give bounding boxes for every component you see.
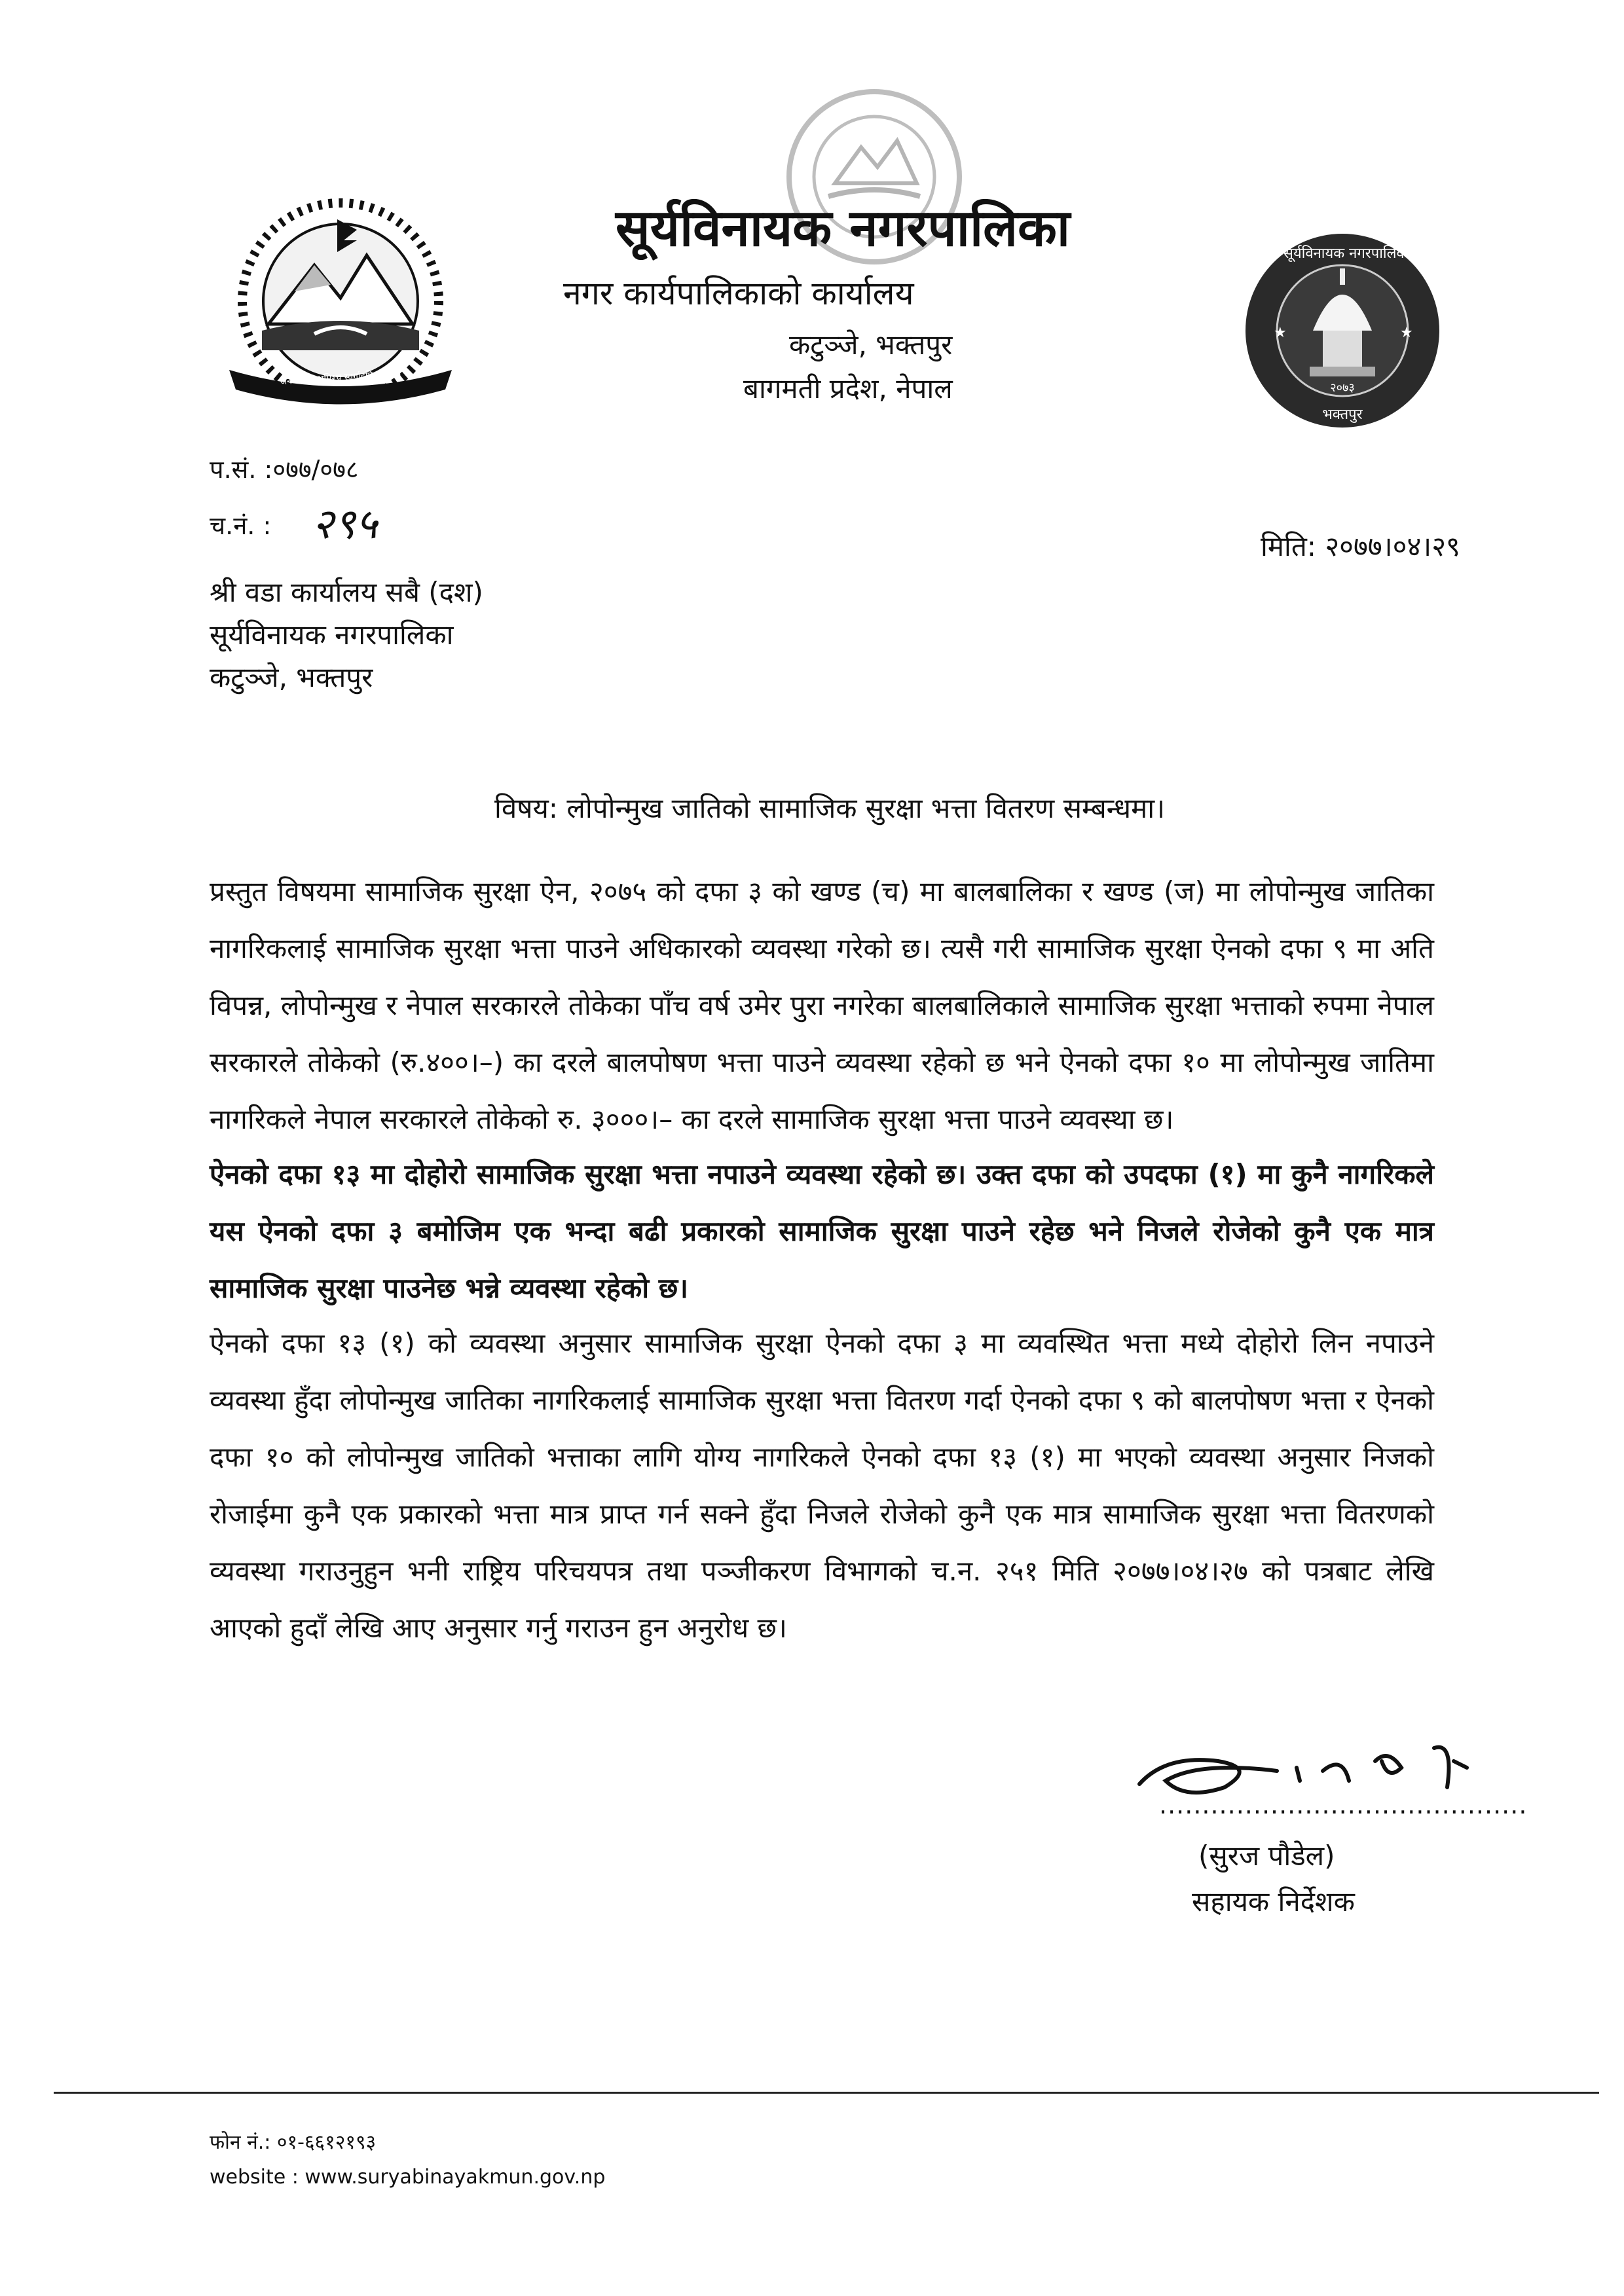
paragraph-1: प्रस्तुत विषयमा सामाजिक सुरक्षा ऐन, २०७५ को दफा ३ को खण्ड (च) मा बालबालिका र खण्ड (ज) मा लोपोन्मुख जातिका नागरिकलाई सामाजिक सुरक्षा भत्ता पाउने अधिकारको व्यवस्था गरेको छ। त्यसै गरी सामाजिक सुरक्षा ऐनको दफा ९ मा अति विपन्न, लोपोन्मुख र नेपाल सरकारले तोकेका पाँच वर्ष उमेर पुरा नगरेका बालबालिकाले सामाजिक सुरक्षा भत्ताको रुपमा नेपाल सरकारले तोकेको (रु.४००।–) का दरले बालपोषण भत्ता पाउने व्यवस्था रहेको छ भने ऐनको दफा १० मा लोपोन्मुख जातिमा नागरिकले नेपाल सरकारले तोकेको रु. ३०००।– का दरले सामाजिक सुरक्षा भत्ता पाउने व्यवस्था छ। <box>210 875 1434 1135</box>
signatory-name: (सुरज पौडेल) <box>1198 1840 1335 1872</box>
seal-bottom-text: भक्तपुर <box>1322 407 1363 423</box>
date-value: २०७७।०४।२९ <box>1325 530 1460 562</box>
letter-date <box>1261 527 1460 564</box>
municipality-seal <box>1244 232 1441 429</box>
letter-subject: विषय: लोपोन्मुख जातिको सामाजिक सुरक्षा भत्ता वितरण सम्बन्धमा। <box>494 792 1166 824</box>
municipality-title: सूर्यविनायक नगरपालिका <box>616 199 1071 258</box>
recipient-line-3: कटुञ्जे, भक्तपुर <box>210 661 373 693</box>
emblem-motto: जननी जन्मभूमिश्च स्वर्गादपि गरीयसी <box>280 368 401 388</box>
recipient-line-1: श्री वडा कार्यालय सबै (दश) <box>210 576 483 608</box>
seal-year: २०७३ <box>1330 381 1355 395</box>
footer-website: website : www.suryabinayakmun.gov.np <box>210 2166 606 2189</box>
svg-text:★: ★ <box>1400 325 1413 341</box>
nepal-emblem-logo <box>216 193 465 409</box>
chalani-label: च.नं. : <box>210 511 272 540</box>
paragraph-2: ऐनको दफा १३ मा दोहोरो सामाजिक सुरक्षा भत्ता नपाउने व्यवस्था रहेको छ। उक्त दफा को उपदफा (१) मा कुनै नागरिकले यस ऐनको दफा ३ बमोजिम एक भन्दा बढी प्रकारको सामाजिक सुरक्षा पाउने रहेछ भने निजले रोजेको कुनै एक मात्र सामाजिक सुरक्षा पाउनेछ भन्ने व्यवस्था रहेको छ। <box>210 1158 1434 1304</box>
chalani-number <box>210 490 377 547</box>
seal-top-text: सूर्यविनायक नगरपालिका <box>1283 246 1412 262</box>
signatory-designation: सहायक निर्देशक <box>1192 1886 1355 1918</box>
patra-sankhya <box>210 452 359 486</box>
svg-text:★: ★ <box>1274 325 1287 341</box>
chalani-value: २९५ <box>312 500 378 549</box>
address-line-2: बागमती प्रदेश, नेपाल <box>743 373 953 405</box>
paragraph-3: ऐनको दफा १३ (१) को व्यवस्था अनुसार सामाजिक सुरक्षा ऐनको दफा ३ मा व्यवस्थित भत्ता मध्ये दोहोरो लिन नपाउने व्यवस्था हुँदा लोपोन्मुख जातिका नागरिकलाई सामाजिक सुरक्षा भत्ता वितरण गर्दा ऐनको दफा ९ को बालपोषण भत्ता र ऐनको दफा १० को लोपोन्मुख जातिको भत्ताका लागि योग्य नागरिकले ऐनको दफा १३ (१) मा भएको व्यवस्था अनुसार निजको रोजाईमा कुनै एक प्रकारको भत्ता मात्र प्राप्त गर्न सक्ने हुँदा निजले रोजेको कुनै एक मात्र सामाजिक सुरक्षा भत्ता वितरणको व्यवस्था गराउनुहुन भनी राष्ट्रिय परिचयपत्र तथा पञ्जीकरण विभागको च.न. २५१ मिति २०७७।०४।२७ को पत्रबाट लेखि आएको हुदाँ लेखि आए अनुसार गर्नु गराउन हुन अनुरोध छ। <box>210 1327 1434 1644</box>
patra-sankhya-value: ०७७/०७८ <box>272 455 359 484</box>
recipient-line-2: सूर्यविनायक नगरपालिका <box>210 619 454 651</box>
patra-sankhya-label: प.सं. : <box>210 455 273 484</box>
office-subtitle: नगर कार्यपालिकाको कार्यालय <box>563 274 914 312</box>
footer-phone: फोन नं.: ०१-६६१२१९३ <box>210 2131 377 2154</box>
address-line-1: कटुञ्जे, भक्तपुर <box>789 329 953 361</box>
signature-dotted-line: ........................................... <box>1159 1791 1528 1819</box>
date-label: मिति: <box>1261 530 1316 562</box>
footer-divider <box>54 2092 1599 2094</box>
